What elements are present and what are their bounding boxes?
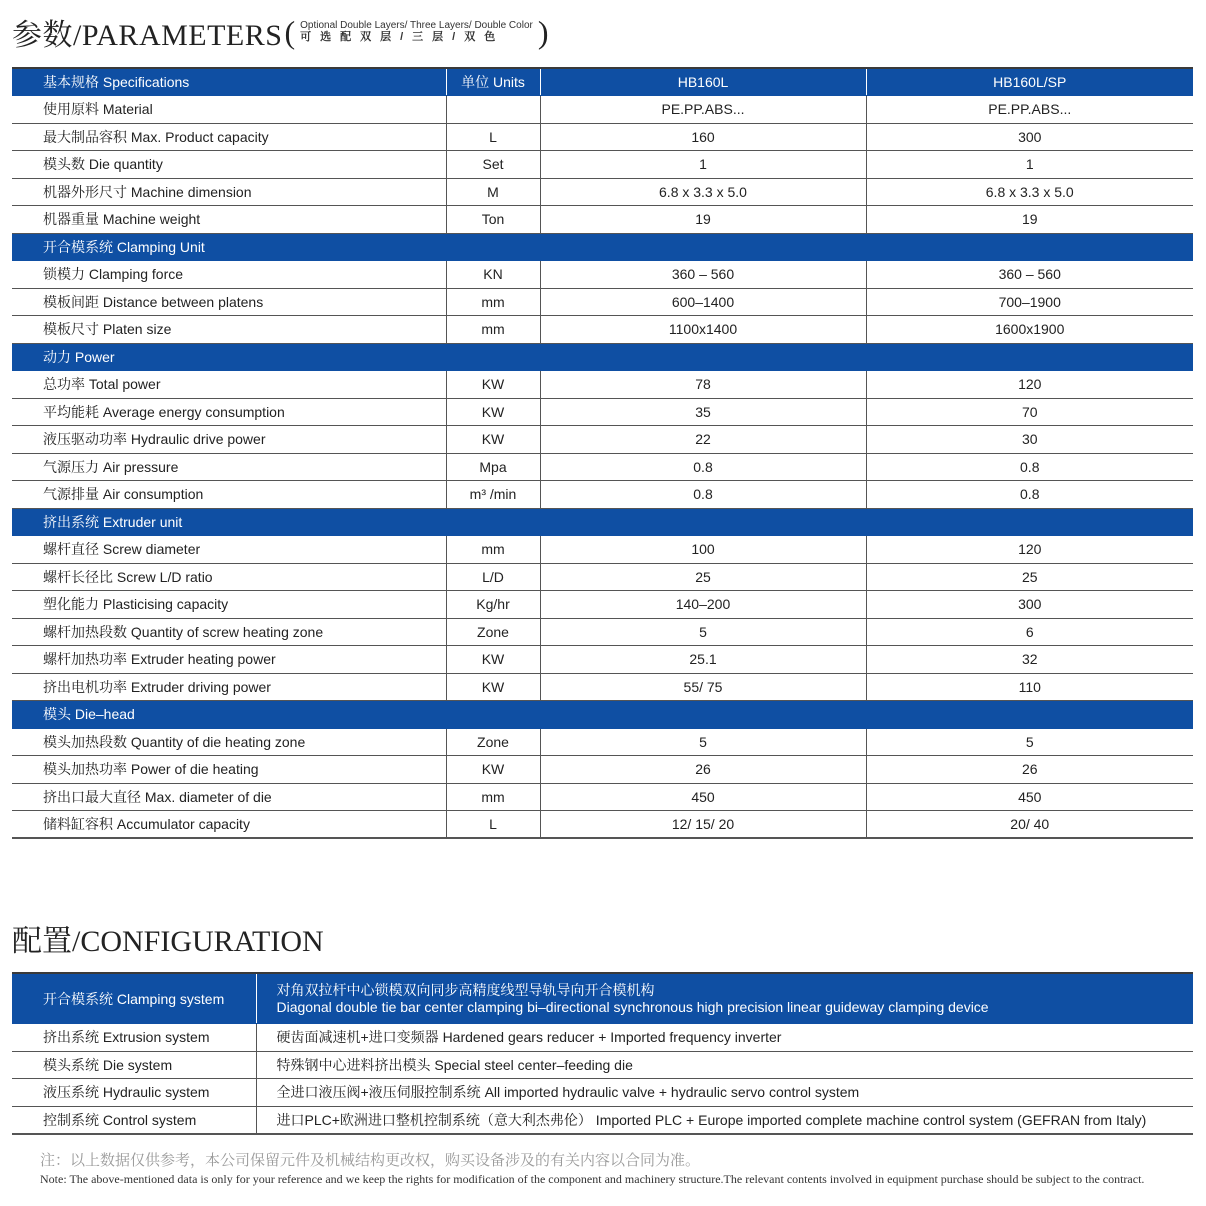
section-header-row — [12, 701, 1193, 729]
spec-name-cell: 气源排量 Air consumption — [12, 481, 446, 509]
config-value: 进口PLC+欧洲进口整机控制系统（意大利杰弗伦） Imported PLC + Europe imported complete machine control system (GEFRAN from Italy) — [256, 1106, 1193, 1134]
spec-name-cell: 螺杆直径 Screw diameter — [12, 536, 446, 564]
note-english: Note: The above-mentioned data is only for your reference and we keep the rights for modification of the component and machinery structure.The relevant contents involved in equipment purchase should be subject to the contract. — [40, 1172, 1145, 1186]
spec-value-hb160l: 78 — [540, 371, 866, 399]
spec-unit-cell: L — [446, 123, 540, 151]
subtitle-chinese: 可选配双层/三层/双色 — [300, 31, 505, 44]
spec-value-hb160l-sp: 300 — [866, 591, 1193, 619]
spec-value-hb160l-sp: 25 — [866, 563, 1193, 591]
spec-unit-cell: KW — [446, 398, 540, 426]
spec-unit-cell: Mpa — [446, 453, 540, 481]
config-row — [12, 1106, 1193, 1134]
spec-unit-cell: L/D — [446, 563, 540, 591]
config-value-english: Diagonal double tie bar center clamping bi–directional synchronous high precision linear guideway clamping device — [276, 998, 989, 1015]
spec-value-hb160l-sp: 360 – 560 — [866, 261, 1193, 289]
table-row — [12, 123, 1193, 151]
parameters-heading — [12, 10, 551, 54]
spec-value-hb160l: 140–200 — [540, 591, 866, 619]
spec-name-cell: 气源压力 Air pressure — [12, 453, 446, 481]
spec-name-cell: 塑化能力 Plasticising capacity — [12, 591, 446, 619]
spec-unit-cell: Set — [446, 151, 540, 179]
subtitle-english: Optional Double Layers/ Three Layers/ Double Color — [300, 19, 533, 31]
config-key: 控制系统 Control system — [12, 1106, 256, 1134]
spec-name-cell: 总功率 Total power — [12, 371, 446, 399]
spec-unit-cell: mm — [446, 316, 540, 344]
header-units: 单位 Units — [446, 68, 540, 96]
config-value-chinese: 对角双拉杆中心锁模双向同步高精度线型导轨导向开合模机构 — [276, 981, 655, 998]
spec-value-hb160l-sp: 70 — [866, 398, 1193, 426]
spec-value-hb160l: 360 – 560 — [540, 261, 866, 289]
table-row — [12, 591, 1193, 619]
config-row — [12, 1079, 1193, 1107]
section-title: 挤出系统 Extruder unit — [12, 508, 1193, 536]
spec-value-hb160l-sp: 0.8 — [866, 453, 1193, 481]
spec-value-hb160l-sp: 120 — [866, 371, 1193, 399]
spec-unit-cell: KW — [446, 756, 540, 784]
specifications-table — [12, 67, 1193, 839]
spec-value-hb160l: 25.1 — [540, 646, 866, 674]
spec-name-cell: 模板尺寸 Platen size — [12, 316, 446, 344]
spec-name-cell: 模头数 Die quantity — [12, 151, 446, 179]
table-row — [12, 673, 1193, 701]
spec-value-hb160l: 55/ 75 — [540, 673, 866, 701]
open-paren: ( — [284, 14, 296, 50]
spec-value-hb160l: 25 — [540, 563, 866, 591]
specifications-body — [12, 68, 1193, 838]
spec-value-hb160l: 450 — [540, 783, 866, 811]
spec-unit-cell: Zone — [446, 728, 540, 756]
config-key: 开合模系统 Clamping system — [12, 973, 256, 1024]
spec-unit-cell: Zone — [446, 618, 540, 646]
spec-unit-cell: Kg/hr — [446, 591, 540, 619]
table-row — [12, 453, 1193, 481]
spec-value-hb160l: 12/ 15/ 20 — [540, 811, 866, 839]
spec-value-hb160l: 0.8 — [540, 481, 866, 509]
spec-unit-cell — [446, 96, 540, 124]
spec-name-cell: 螺杆长径比 Screw L/D ratio — [12, 563, 446, 591]
spec-name-cell: 使用原料 Material — [12, 96, 446, 124]
configuration-title: 配置/CONFIGURATION — [12, 925, 324, 958]
spec-name-cell: 机器外形尺寸 Machine dimension — [12, 178, 446, 206]
spec-unit-cell: M — [446, 178, 540, 206]
section-header-row — [12, 508, 1193, 536]
table-row — [12, 398, 1193, 426]
spec-value-hb160l: 0.8 — [540, 453, 866, 481]
spec-value-hb160l-sp: 30 — [866, 426, 1193, 454]
spec-value-hb160l: 19 — [540, 206, 866, 234]
spec-value-hb160l-sp: 26 — [866, 756, 1193, 784]
spec-name-cell: 螺杆加热段数 Quantity of screw heating zone — [12, 618, 446, 646]
section-title: 开合模系统 Clamping Unit — [12, 233, 1193, 261]
configuration-body — [12, 973, 1193, 1134]
spec-unit-cell: KW — [446, 673, 540, 701]
table-row — [12, 426, 1193, 454]
spec-name-cell: 最大制品容积 Max. Product capacity — [12, 123, 446, 151]
config-row-clamping — [12, 973, 1193, 1024]
spec-name-cell: 锁模力 Clamping force — [12, 261, 446, 289]
spec-value-hb160l-sp: 32 — [866, 646, 1193, 674]
table-row — [12, 96, 1193, 124]
spec-value-hb160l-sp: 110 — [866, 673, 1193, 701]
section-header-row — [12, 233, 1193, 261]
spec-name-cell: 挤出口最大直径 Max. diameter of die — [12, 783, 446, 811]
close-paren: ) — [537, 14, 549, 50]
table-row — [12, 178, 1193, 206]
spec-value-hb160l-sp: 0.8 — [866, 481, 1193, 509]
header-model-hb160l: HB160L — [540, 68, 866, 96]
spec-name-cell: 平均能耗 Average energy consumption — [12, 398, 446, 426]
parameters-title: 参数/PARAMETERS — [12, 19, 283, 52]
spec-unit-cell: KW — [446, 426, 540, 454]
table-row — [12, 563, 1193, 591]
spec-unit-cell: KN — [446, 261, 540, 289]
spec-value-hb160l: 22 — [540, 426, 866, 454]
configuration-table — [12, 972, 1193, 1135]
spec-value-hb160l: 100 — [540, 536, 866, 564]
spec-value-hb160l-sp: 700–1900 — [866, 288, 1193, 316]
config-key: 模头系统 Die system — [12, 1051, 256, 1079]
spec-value-hb160l: 600–1400 — [540, 288, 866, 316]
table-row — [12, 371, 1193, 399]
table-row — [12, 811, 1193, 839]
spec-value-hb160l: 160 — [540, 123, 866, 151]
config-row — [12, 1024, 1193, 1052]
spec-value-hb160l: 35 — [540, 398, 866, 426]
spec-value-hb160l-sp: 20/ 40 — [866, 811, 1193, 839]
table-row — [12, 288, 1193, 316]
spec-value-hb160l-sp: 5 — [866, 728, 1193, 756]
spec-unit-cell: mm — [446, 783, 540, 811]
config-key: 挤出系统 Extrusion system — [12, 1024, 256, 1052]
spec-value-hb160l: 26 — [540, 756, 866, 784]
spec-unit-cell: Ton — [446, 206, 540, 234]
header-model-hb160l-sp: HB160L/SP — [866, 68, 1193, 96]
spec-name-cell: 螺杆加热功率 Extruder heating power — [12, 646, 446, 674]
table-header-row — [12, 68, 1193, 96]
table-row — [12, 151, 1193, 179]
table-row — [12, 261, 1193, 289]
spec-value-hb160l: 6.8 x 3.3 x 5.0 — [540, 178, 866, 206]
spec-value-hb160l-sp: 6 — [866, 618, 1193, 646]
section-title: 模头 Die–head — [12, 701, 1193, 729]
table-row — [12, 618, 1193, 646]
config-value: 硬齿面减速机+进口变频器 Hardened gears reducer + Imported frequency inverter — [256, 1024, 1193, 1052]
table-row — [12, 536, 1193, 564]
spec-name-cell: 模头加热功率 Power of die heating — [12, 756, 446, 784]
config-value: 特殊钢中心进料挤出模头 Special steel center–feeding die — [256, 1051, 1193, 1079]
spec-value-hb160l-sp: PE.PP.ABS... — [866, 96, 1193, 124]
section-header-row — [12, 343, 1193, 371]
spec-value-hb160l: 5 — [540, 728, 866, 756]
table-row — [12, 481, 1193, 509]
spec-unit-cell: KW — [446, 371, 540, 399]
spec-value-hb160l-sp: 19 — [866, 206, 1193, 234]
note-chinese: 注：以上数据仅供参考，本公司保留元件及机械结构更改权，购买设备涉及的有关内容以合同为准。 — [40, 1151, 701, 1169]
spec-name-cell: 挤出电机功率 Extruder driving power — [12, 673, 446, 701]
spec-value-hb160l: PE.PP.ABS... — [540, 96, 866, 124]
spec-name-cell: 储料缸容积 Accumulator capacity — [12, 811, 446, 839]
table-row — [12, 756, 1193, 784]
config-row — [12, 1051, 1193, 1079]
spec-value-hb160l-sp: 450 — [866, 783, 1193, 811]
spec-unit-cell: mm — [446, 536, 540, 564]
table-row — [12, 316, 1193, 344]
spec-name-cell: 模板间距 Distance between platens — [12, 288, 446, 316]
table-row — [12, 206, 1193, 234]
spec-name-cell: 液压驱动功率 Hydraulic drive power — [12, 426, 446, 454]
section-title: 动力 Power — [12, 343, 1193, 371]
spec-value-hb160l-sp: 300 — [866, 123, 1193, 151]
spec-value-hb160l-sp: 120 — [866, 536, 1193, 564]
config-value: 全进口液压阀+液压伺服控制系统 All imported hydraulic valve + hydraulic servo control system — [256, 1079, 1193, 1107]
spec-unit-cell: L — [446, 811, 540, 839]
spec-unit-cell: mm — [446, 288, 540, 316]
spec-unit-cell: KW — [446, 646, 540, 674]
config-key: 液压系统 Hydraulic system — [12, 1079, 256, 1107]
spec-name-cell: 机器重量 Machine weight — [12, 206, 446, 234]
spec-value-hb160l: 1 — [540, 151, 866, 179]
spec-unit-cell: m³ /min — [446, 481, 540, 509]
parameters-subtitle — [300, 20, 533, 44]
spec-value-hb160l-sp: 1600x1900 — [866, 316, 1193, 344]
spec-value-hb160l-sp: 1 — [866, 151, 1193, 179]
table-row — [12, 783, 1193, 811]
spec-value-hb160l: 1100x1400 — [540, 316, 866, 344]
spec-value-hb160l-sp: 6.8 x 3.3 x 5.0 — [866, 178, 1193, 206]
spec-name-cell: 模头加热段数 Quantity of die heating zone — [12, 728, 446, 756]
header-specifications: 基本规格 Specifications — [12, 68, 446, 96]
table-row — [12, 728, 1193, 756]
config-value — [256, 973, 1193, 1024]
spec-value-hb160l: 5 — [540, 618, 866, 646]
table-row — [12, 646, 1193, 674]
